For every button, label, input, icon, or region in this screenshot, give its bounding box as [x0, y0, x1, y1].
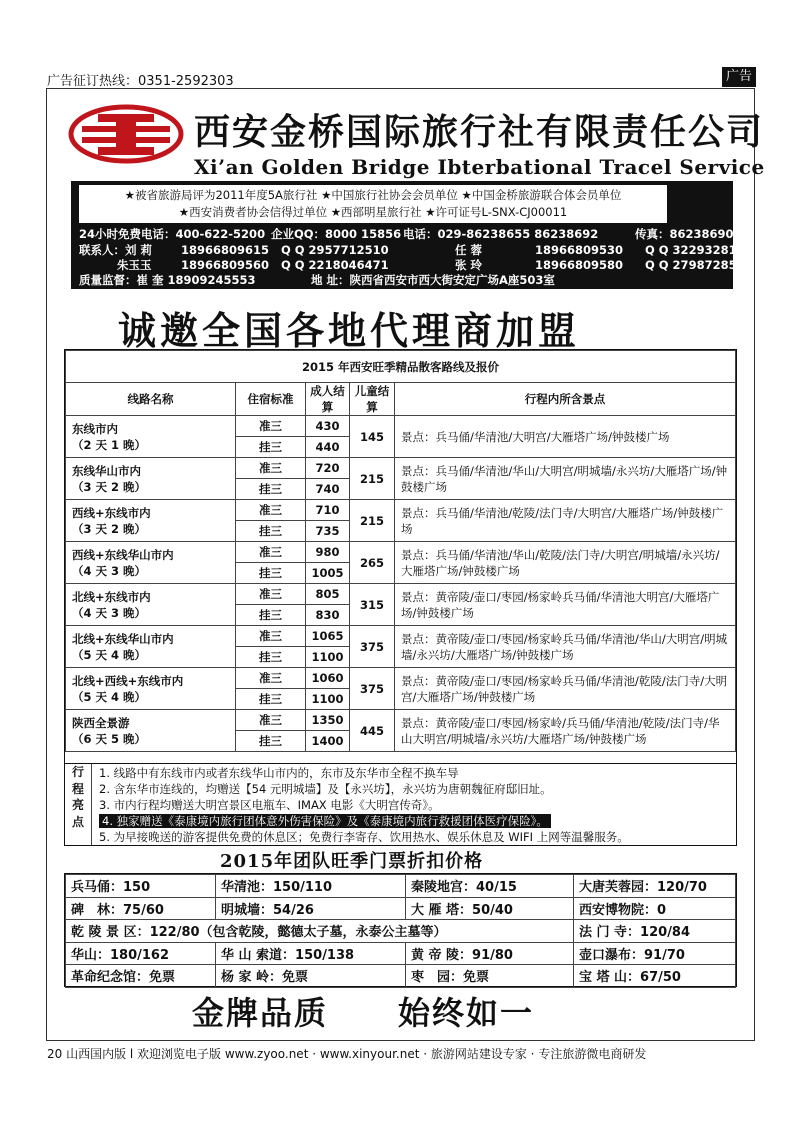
contact-person: 联系人：刘 莉 — [79, 243, 153, 257]
honors-line-2: ★西安消费者协会信得过单位 ★西部明星旅行社 ★许可证号L-SNX-CJ00011 — [178, 205, 568, 219]
route-adult-price: 430 — [306, 416, 350, 437]
ad-hotline: 广告征订热线：0351-2592303 — [47, 74, 234, 89]
route-adult-price: 1400 — [306, 731, 350, 752]
ticket-cell: 华山：180/162 — [66, 942, 216, 965]
contact-panel — [71, 181, 753, 289]
contact-qq: Q Q 2798728542 — [645, 258, 753, 272]
route-child-price: 375 — [350, 626, 395, 668]
route-adult-price: 1060 — [306, 668, 350, 689]
routes-table — [64, 349, 737, 764]
address: 地 址：陕西省西安市西大街安定广场A座503室 — [311, 273, 555, 287]
route-standard: 准三 — [236, 668, 306, 689]
header-route: 线路名称 — [66, 383, 236, 416]
route-name-cell — [66, 458, 236, 500]
route-standard: 准三 — [236, 542, 306, 563]
contact-qq: Q Q 2957712510 — [281, 243, 389, 257]
route-name: 西线+东线华山市内 — [72, 547, 174, 562]
route-days: （6 天 5 晚） — [72, 731, 147, 746]
route-standard: 准三 — [236, 584, 306, 605]
ticket-cell: 宝 塔 山：67/50 — [574, 965, 736, 988]
highlight-item: 2. 含东华市连线的，均赠送【54 元明城墙】及【永兴坊】，永兴坊为唐朝魏征府邸旧址。 — [99, 782, 552, 796]
route-row — [66, 458, 736, 479]
ticket-cell: 西安博物院：0 — [574, 897, 736, 920]
route-spots: 景点：兵马俑/华清池/华山/乾陵/法门寺/大明宫/明城墙/永兴坊/大雁塔广场/钟鼓楼广场 — [395, 542, 736, 584]
route-child-price: 215 — [350, 458, 395, 500]
fax: 传真：86238690 — [635, 227, 734, 241]
header-child: 儿童结算 — [350, 383, 395, 416]
header-adult: 成人结算 — [306, 383, 350, 416]
route-row — [66, 626, 736, 647]
route-child-price: 445 — [350, 710, 395, 752]
highlight-item: 3. 市内行程均赠送大明宫景区电瓶车、IMAX 电影《大明宫传奇》。 — [99, 798, 440, 812]
contact-row-4 — [79, 272, 555, 288]
route-standard: 准三 — [236, 416, 306, 437]
highlight-item — [99, 813, 629, 829]
routes-table-title: 2015 年西安旺季精品散客路线及报价 — [66, 351, 736, 383]
ticket-cell: 杨 家 岭：免票 — [216, 965, 406, 988]
route-child-price: 375 — [350, 668, 395, 710]
route-spots: 景点：黄帝陵/壶口/枣园/杨家岭兵马俑/华清池/乾陵/法门寺/大明宫/大雁塔广场/钟鼓楼广场 — [395, 668, 736, 710]
route-standard: 准三 — [236, 626, 306, 647]
ticket-cell: 革命纪念馆：免票 — [66, 965, 216, 988]
route-child-price: 315 — [350, 584, 395, 626]
route-adult-price: 710 — [306, 500, 350, 521]
route-standard: 挂三 — [236, 647, 306, 668]
ticket-cell: 黄 帝 陵：91/80 — [406, 942, 574, 965]
route-standard: 挂三 — [236, 731, 306, 752]
route-name-cell — [66, 626, 236, 668]
ticket-cell: 乾 陵 景 区：122/80（包含乾陵，懿德太子墓，永泰公主墓等） — [66, 920, 574, 943]
contact-phone: 18966809530 — [535, 243, 624, 257]
route-adult-price: 980 — [306, 542, 350, 563]
honors-box — [79, 185, 667, 223]
route-name-cell — [66, 416, 236, 458]
route-spots: 景点：兵马俑/华清池/华山/大明宫/明城墙/永兴坊/大雁塔广场/钟鼓楼广场 — [395, 458, 736, 500]
hotline-free: 24小时免费电话：400-622-5200 — [79, 227, 266, 241]
highlights-box — [64, 764, 737, 846]
contact-phone: 18966809580 — [535, 258, 624, 272]
highlights-label — [65, 764, 92, 845]
route-name: 北线+东线华山市内 — [72, 631, 174, 646]
ticket-cell: 秦陵地宫：40/15 — [406, 875, 574, 898]
route-row — [66, 542, 736, 563]
route-row — [66, 416, 736, 437]
highlight-insurance: 4. 独家赠送《泰康境内旅行团体意外伤害保险》及《泰康境内旅行救援团体医疗保险》。 — [99, 814, 551, 828]
ticket-cell: 法 门 寺：120/84 — [574, 920, 736, 943]
contact-person: 张 玲 — [455, 258, 483, 272]
ticket-cell: 大 雁 塔：50/40 — [406, 897, 574, 920]
ticket-cell: 华 山 索道：150/138 — [216, 942, 406, 965]
route-standard: 挂三 — [236, 437, 306, 458]
contact-qq: Q Q 2218046471 — [281, 258, 389, 272]
route-spots: 景点：黄帝陵/壶口/枣园/杨家岭兵马俑/华清池/华山/大明宫/明城墙/永兴坊/大雁塔广场/钟鼓楼广场 — [395, 626, 736, 668]
route-name: 西线+东线市内 — [72, 505, 151, 520]
route-standard: 挂三 — [236, 479, 306, 500]
route-row — [66, 668, 736, 689]
quality-slogan — [192, 988, 604, 1034]
route-days: （3 天 2 晚） — [72, 521, 147, 536]
highlight-item: 1. 线路中有东线市内或者东线华山市内的，东市及东华市全程不换车导 — [99, 766, 459, 780]
route-adult-price: 1005 — [306, 563, 350, 584]
route-name-cell — [66, 584, 236, 626]
route-name: 陕西全景游 — [72, 715, 130, 730]
route-name: 东线市内 — [72, 421, 118, 436]
ticket-cell: 壶口瀑布：91/70 — [574, 942, 736, 965]
ticket-cell: 明城墙：54/26 — [216, 897, 406, 920]
route-name-cell — [66, 668, 236, 710]
route-name-cell — [66, 542, 236, 584]
route-days: （4 天 3 晚） — [72, 563, 147, 578]
route-adult-price: 1350 — [306, 710, 350, 731]
ticket-cell: 华清池：150/110 — [216, 875, 406, 898]
route-days: （2 天 1 晚） — [72, 437, 147, 452]
contact-qq: Q Q 3229328149 — [645, 243, 753, 257]
contact-row-2 — [79, 242, 753, 258]
route-spots: 景点：黄帝陵/壶口/枣园/杨家岭兵马俑/华清池大明宫/大雁塔广场/钟鼓楼广场 — [395, 584, 736, 626]
route-standard: 准三 — [236, 500, 306, 521]
ticket-cell: 大唐芙蓉园：120/70 — [574, 875, 736, 898]
route-name-cell — [66, 710, 236, 752]
ticket-price-table — [64, 873, 737, 987]
route-row — [66, 584, 736, 605]
enterprise-qq: 企业QQ：8000 15856 — [271, 227, 402, 241]
route-adult-price: 1100 — [306, 647, 350, 668]
route-row — [66, 710, 736, 731]
route-adult-price: 720 — [306, 458, 350, 479]
route-adult-price: 830 — [306, 605, 350, 626]
route-standard: 挂三 — [236, 563, 306, 584]
ticket-cell: 枣 园：免票 — [406, 965, 574, 988]
route-standard: 准三 — [236, 710, 306, 731]
route-name-cell — [66, 500, 236, 542]
route-adult-price: 740 — [306, 479, 350, 500]
route-standard: 挂三 — [236, 689, 306, 710]
company-name-en: Xi’an Golden Bridge Ibterbational Tracel Service — [194, 155, 765, 179]
header-spots: 行程内所含景点 — [395, 383, 736, 416]
page-footer: 20 山西国内版 l 欢迎浏览电子版 www.zyoo.net · www.xinyour.net · 旅游网站建设专家 · 专注旅游微电商研发 — [47, 1047, 647, 1061]
contact-phone: 18966809615 — [181, 243, 270, 257]
route-days: （5 天 4 晚） — [72, 647, 147, 662]
route-child-price: 265 — [350, 542, 395, 584]
highlights-list — [99, 765, 629, 845]
route-adult-price: 440 — [306, 437, 350, 458]
company-logo — [68, 104, 184, 164]
contact-row-3 — [79, 257, 753, 273]
phone: 电话：029-86238655 86238692 — [403, 227, 599, 241]
ticket-cell: 兵马俑：150 — [66, 875, 216, 898]
quality-slogan-left: 金牌品质 — [192, 994, 329, 1032]
quality-supervisor: 质量监督：崔 奎 18909245553 — [79, 273, 256, 287]
route-adult-price: 1100 — [306, 689, 350, 710]
route-standard: 挂三 — [236, 605, 306, 626]
route-child-price: 145 — [350, 416, 395, 458]
route-adult-price: 805 — [306, 584, 350, 605]
highlights-label-text: 行程亮点 — [71, 765, 84, 829]
route-spots: 景点：兵马俑/华清池/大明宫/大雁塔广场/钟鼓楼广场 — [395, 416, 736, 458]
ticket-cell: 碑 林：75/60 — [66, 897, 216, 920]
route-name: 北线+西线+东线市内 — [72, 673, 184, 688]
route-days: （5 天 4 晚） — [72, 689, 147, 704]
contact-row-1 — [79, 226, 734, 242]
route-standard: 准三 — [236, 458, 306, 479]
contact-phone: 18966809560 — [181, 258, 270, 272]
agent-recruit-slogan: 诚邀全国各地代理商加盟 — [118, 308, 581, 353]
quality-slogan-right: 始终如一 — [398, 994, 535, 1032]
route-adult-price: 735 — [306, 521, 350, 542]
contact-person: 朱玉玉 — [117, 258, 152, 272]
route-days: （3 天 2 晚） — [72, 479, 147, 494]
ad-tag: 广告 — [722, 67, 756, 87]
contact-person: 任 蓉 — [455, 243, 483, 257]
route-spots: 景点：兵马俑/华清池/乾陵/法门寺/大明宫/大雁塔广场/钟鼓楼广场 — [395, 500, 736, 542]
route-standard: 挂三 — [236, 521, 306, 542]
company-name-cn: 西安金桥国际旅行社有限责任公司 — [194, 111, 765, 153]
route-name: 东线华山市内 — [72, 463, 141, 478]
route-days: （4 天 3 晚） — [72, 605, 147, 620]
group-price-title: 2015年团队旺季门票折扣价格 — [220, 851, 484, 872]
highlight-item: 5. 为早接晚送的游客提供免费的休息区；免费行李寄存、饮用热水、娱乐休息及 WIFI 上网等温馨服务。 — [99, 830, 629, 844]
route-spots: 景点：黄帝陵/壶口/枣园/杨家岭/兵马俑/华清池/乾陵/法门寺/华山大明宫/明城墙/永兴坊/大雁塔广场/钟鼓楼广场 — [395, 710, 736, 752]
header-standard: 住宿标准 — [236, 383, 306, 416]
route-row — [66, 500, 736, 521]
route-child-price: 215 — [350, 500, 395, 542]
route-adult-price: 1065 — [306, 626, 350, 647]
honors-line-1: ★被省旅游局评为2011年度5A旅行社 ★中国旅行社协会会员单位 ★中国金桥旅游联合体会员单位 — [124, 188, 622, 202]
route-name: 北线+东线市内 — [72, 589, 151, 604]
